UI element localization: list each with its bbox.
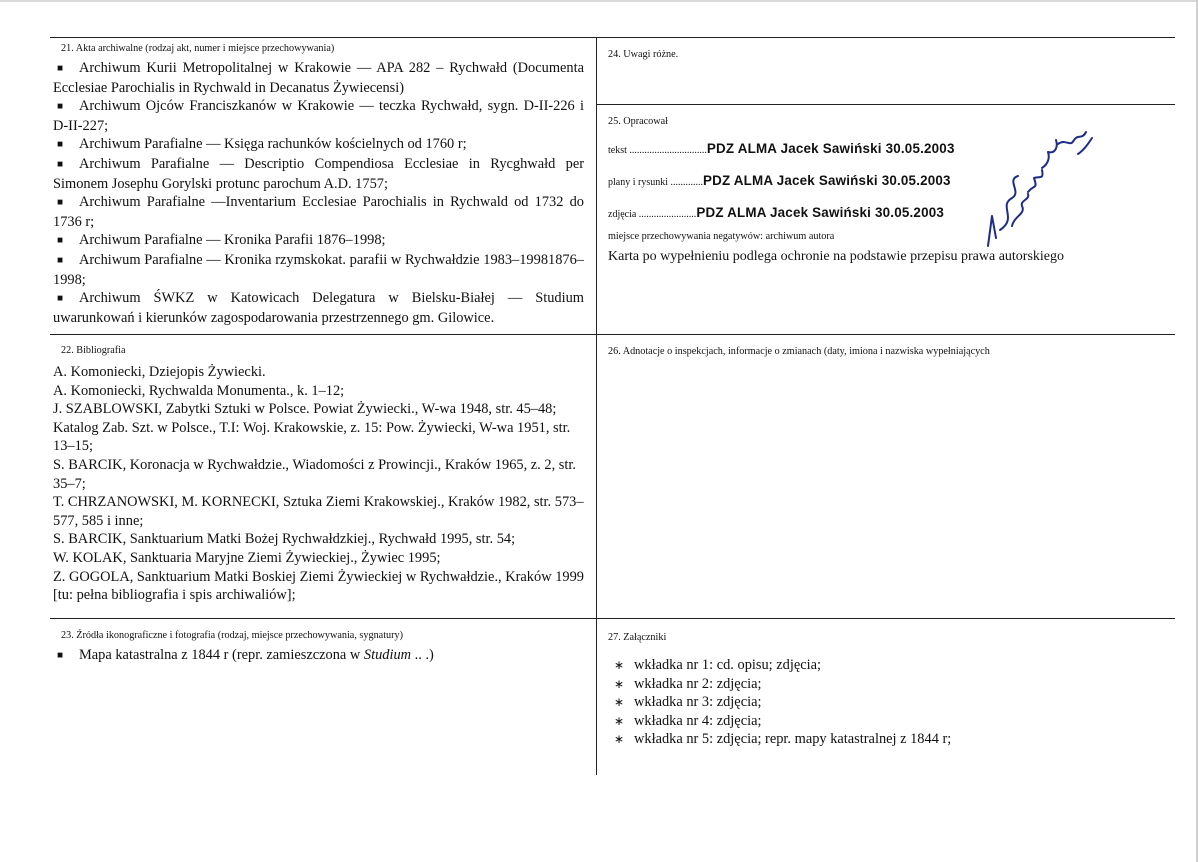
column-divider	[596, 37, 597, 775]
section-24-title: 24. Uwagi różne.	[608, 49, 679, 60]
attachment-item: ∗ wkładka nr 5: zdjęcia; repr. mapy katastralnej z 1844 r;	[614, 731, 952, 748]
bullet-square-icon: ■	[57, 254, 64, 266]
archive-item: ■ Archiwum Parafialne — Descriptio Compendiosa Ecclesiae in Rycghwałd per Simonem Josephu Gorylski protunc parochum A.D. 1757;	[53, 155, 584, 192]
attachment-item: ∗ wkładka nr 2: zdjęcia;	[614, 675, 762, 692]
bullet-square-icon: ■	[57, 139, 64, 151]
rule-row3	[50, 618, 1175, 619]
rule-row2	[50, 334, 1175, 335]
bibliography-entry: A. Komoniecki, Rychwalda Monumenta., k. 1–12;	[53, 382, 345, 399]
bibliography-entry: Katalog Zab. Szt. w Polsce., T.I: Woj. Krakowskie, z. 15: Pow. Żywiecki, W-wa 1951, str. 13–15;	[53, 419, 571, 455]
bullet-square-icon: ■	[57, 650, 64, 661]
prepared-label: zdjęcia .......................	[608, 209, 697, 220]
iconographic-item: ■ Mapa katastralna z 1844 r (repr. zamieszczona w Studium .. .)	[53, 646, 584, 666]
attachment-item: ∗ wkładka nr 3: zdjęcia;	[614, 694, 762, 711]
archive-item: ■ Archiwum Parafialne —Inventarium Ecclesiae Parochialis in Rychwald od 1732 do 1736 r;	[53, 194, 584, 230]
signature-image	[978, 118, 1098, 264]
rule-right-24-25	[596, 104, 1175, 105]
bullet-square-icon: ■	[57, 197, 64, 209]
section-23-title: 23. Źródła ikonograficzne i fotografia (rodzaj, miejsce przechowywania, sygnatury)	[61, 630, 403, 641]
archive-item: ■ Archiwum Parafialne — Kronika rzymskokat. parafii w Rychwałdzie 1983–19981876–1998;	[53, 251, 584, 288]
archive-item: ■ Archiwum Parafialne — Księga rachunków kościelnych od 1760 r;	[53, 135, 584, 155]
asterisk-icon: ∗	[614, 658, 625, 672]
bullet-square-icon: ■	[57, 293, 64, 305]
asterisk-icon: ∗	[614, 676, 625, 691]
attachment-item: ∗ wkładka nr 1: cd. opisu; zdjęcia;	[614, 657, 822, 673]
archive-item: ■ Archiwum Ojców Franciszkanów w Krakowie — teczka Rychwałd, sygn. D-II-226 i D-II-227;	[53, 98, 584, 134]
archive-item: ■ Archiwum ŚWKZ w Katowicach Delegatura w Bielsku-Białej — Studium uwarunkowań i kierunków zagospodarowania przestrzennego gm. Gilowice.	[53, 290, 584, 326]
bibliography-list	[53, 363, 584, 605]
bibliography-entry: A. Komoniecki, Dziejopis Żywiecki.	[53, 364, 266, 380]
bibliography-entry: W. KOLAK, Sanktuaria Maryjne Ziemi Żywieckiej., Żywiec 1995;	[53, 549, 441, 566]
section-23-iconographic-sources	[53, 630, 584, 666]
archive-item: ■ Archiwum Kurii Metropolitalnej w Krakowie — APA 282 – Rychwałd (Documenta Ecclesiae Parochialis in Rychwald in Decanatus Żywiecensi)	[53, 60, 584, 96]
bullet-square-icon: ■	[57, 63, 64, 74]
section-21-archives	[53, 43, 584, 327]
asterisk-icon: ∗	[614, 695, 625, 710]
prepared-label: tekst ...............................	[608, 145, 707, 156]
bullet-square-icon: ■	[57, 101, 64, 113]
bibliography-entry: T. CHRZANOWSKI, M. KORNECKI, Sztuka Ziemi Krakowskiej., Kraków 1982, str. 573–577, 585 i inne;	[53, 494, 584, 529]
prepared-value: PDZ ALMA Jacek Sawiński 30.05.2003	[706, 141, 955, 156]
asterisk-icon: ∗	[614, 732, 625, 747]
section-22-title: 22. Bibliografia	[61, 345, 126, 356]
section-24-remarks	[608, 49, 1168, 61]
section-21-title: 21. Akta archiwalne (rodzaj akt, numer i miejsce przechowywania)	[61, 43, 335, 54]
attachments-list	[608, 656, 1168, 749]
bibliography-entry: S. BARCIK, Sanktuarium Matki Bożej Rychwałdzkiej., Rychwałd 1995, str. 54;	[53, 531, 516, 548]
section-26-title: 26. Adnotacje o inspekcjach, informacje o zmianach (daty, imiona i nazwiska wypełniających	[608, 346, 990, 357]
asterisk-icon: ∗	[614, 713, 625, 728]
section-22-bibliography	[53, 345, 584, 605]
rule-top	[50, 37, 1175, 38]
page-top-edge	[0, 0, 1198, 2]
prepared-label: plany i rysunki .............	[608, 177, 703, 188]
bullet-square-icon: ■	[57, 235, 64, 247]
prepared-value: PDZ ALMA Jacek Sawiński 30.05.2003	[696, 205, 945, 220]
bibliography-entry: Z. GOGOLA, Sanktuarium Matki Boskiej Ziemi Żywieckiej w Rychwałdzie., Kraków 1999 [tu: pełna bibliografia i spis archiwaliów];	[53, 568, 584, 604]
archives-list	[53, 59, 584, 327]
prepared-value: PDZ ALMA Jacek Sawiński 30.05.2003	[703, 173, 951, 188]
archive-item: ■ Archiwum Parafialne — Kronika Parafii 1876–1998;	[53, 231, 584, 251]
copyright-notice: Karta po wypełnieniu podlega ochronie na podstawie przepisu prawa autorskiego	[608, 249, 1065, 264]
bullet-square-icon: ■	[57, 158, 64, 170]
section-26-annotations	[608, 346, 1168, 358]
bibliography-entry: J. SZABLOWSKI, Zabytki Sztuki w Polsce. Powiat Żywiecki., W-wa 1948, str. 45–48;	[53, 401, 557, 418]
attachment-item: ∗ wkładka nr 4: zdjęcia;	[614, 712, 762, 729]
section-27-attachments	[608, 632, 1168, 749]
section-27-title: 27. Załączniki	[608, 632, 667, 643]
section-25-title: 25. Opracował	[608, 116, 668, 127]
negatives-location: miejsce przechowywania negatywów: archiwum autora	[608, 231, 835, 242]
bibliography-entry: S. BARCIK, Koronacja w Rychwałdzie., Wiadomości z Prowincji., Kraków 1965, z. 2, str. 35–7;	[53, 456, 576, 492]
